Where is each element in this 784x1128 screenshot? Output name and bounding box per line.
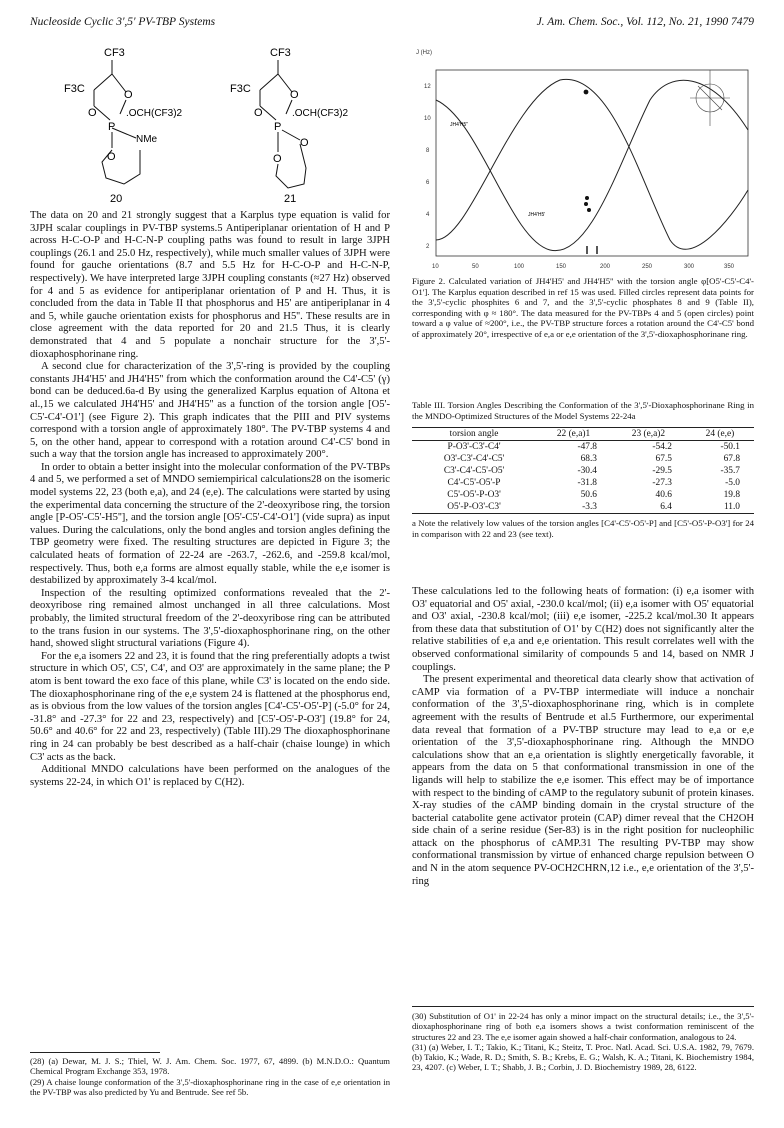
table-cell: 68.3: [580, 454, 597, 465]
figure-2: [410, 40, 754, 270]
x-tick: 150: [556, 264, 567, 270]
table-cell: -5.0: [725, 478, 740, 489]
paragraph: A second clue for characterization of the 3',5'-ring is provided by the coupling constants JH4'H5' and JH4'H5'' from which the conformation around the C4'-C5' (γ) bond can be deduced.6a-d By using the generalized Karplus equation of Altona et al.,15 we calculated JH4'H5' and JH4'H5'' as a function of the torsion angle [O5'-C5'-C4'-O1'] (see Figure 2). This graph indicates that the PIII and PIV systems correspond with a torsion angle of approximately 180°. The PV-TBP systems 4 and 5, on the other hand, appear to correspond with a rotation around C4'-C5' bond in such a way that the torsion angle has increased to approximately 200°.: [30, 361, 390, 461]
table-cell: -31.8: [577, 478, 597, 489]
right-footnotes: [412, 1006, 754, 1073]
x-tick: 300: [684, 264, 695, 270]
x-tick: 100: [514, 264, 525, 270]
f3c-text-20: F3C: [64, 83, 85, 95]
table-cell: 19.8: [723, 490, 740, 501]
ring-o-20: O: [124, 89, 133, 101]
footnote-31: (31) (a) Weber, I. T.; Takio, K.; Titani, K.; Steitz, T. Proc. Natl. Acad. Sci. U.S.A. 1982, 79, 7679. (b) Takio, K.; Wade, R. D.; Smith, S. B.; Krebs, E. G.; Walsh, K. A.; Titani, K. Biochemistry 1984, 23, 4207. (c) Weber, I. T.; Shabb, J. B.; Corbin, J. D. Biochemistry 1989, 28, 6122.: [412, 1041, 754, 1073]
table-cell: O3'-C3'-C4'-C5': [443, 454, 505, 465]
o-left-20: O: [88, 107, 97, 119]
cf3-text-21: CF3: [270, 47, 291, 59]
y-tick: 10: [424, 116, 431, 122]
och-text-21: .OCH(CF3)2: [292, 108, 349, 119]
table-cell: -35.7: [720, 466, 740, 477]
footnote-29: (29) A chaise lounge conformation of the 3',5'-dioxaphosphorinane ring in the case of e,e orientation in the PV-TBP was also predicted by Yu and Bentrude. See ref 5b.: [30, 1076, 390, 1097]
curve-h5pp: [436, 80, 748, 250]
curve-label: JH4'H5': [528, 212, 546, 218]
table-cell: O5'-P-O3'-C3': [447, 502, 501, 513]
right-column-body: [412, 586, 754, 888]
running-header-right: J. Am. Chem. Soc., Vol. 112, No. 21, 1990 7479: [536, 16, 754, 28]
footnote-rule: [412, 1006, 754, 1007]
table-cell: C5'-O5'-P-O3': [447, 490, 501, 501]
column-header: 24 (e,e): [686, 428, 754, 441]
paragraph: For the e,a isomers 22 and 23, it is found that the ring preferentially adopts a twist structure in which O5', C5', C4', and O3' are approximately in the same plane; the P atom is bent toward the exo face of this plane, while C3' is located on the endo side. The dioxaphosphorinane ring of the e,e system 24 is flattened at the phosphorus end, as is obvious from the low values of the torsion angles [C4'-C5'-O5'-P] (-5.0° for 24, -31.8° and -27.3° for 22 and 23, respectively) and [C5'-O5'-P-O3'] (19.8° for 24, 50.6° and 40.6° for 22 and 23, respectively) (Table III).29 The dioxaphosphorinane ring in 24 can probably be best described as a half-chair (chaise lounge) in which C3' acts as the back.: [30, 650, 390, 763]
f3c-text-21: F3C: [230, 83, 251, 95]
structure-21-drawing: [216, 40, 396, 205]
column-header: 22 (e,a)1: [536, 428, 611, 441]
y-axis-label: J (Hz): [416, 50, 432, 56]
footnote-rule: [30, 1052, 160, 1053]
y-tick: 12: [424, 84, 431, 90]
o-right-21: O: [300, 137, 309, 149]
table-header-row: [412, 428, 754, 441]
table-3-footnote: a Note the relatively low values of the torsion angles [C4'-C5'-O5'-P] and [C5'-O5'-P-O3'] for 24 in comparison with 22 and 23 (see text).: [412, 518, 754, 539]
x-tick: 10: [432, 264, 439, 270]
table-3-caption: Table III. Torsion Angles Describing the Conformation of the 3',5'-Dioxaphosphorinane Ring in the MNDO-Optimized Structures of the Model Systems 22-24a: [412, 400, 754, 421]
table-row: [412, 441, 754, 454]
y-tick: 8: [426, 148, 430, 154]
table-cell: 6.4: [660, 502, 672, 513]
data-point-filled: [584, 202, 588, 206]
paragraph: The data on 20 and 21 strongly suggest that a Karplus type equation is valid for 3JPH scalar couplings in PV-TBP systems.5 Antiperiplanar orientation of H and P across H-C-O-P and H-C-N-P coupling paths was found to result in large 3JPH couplings (26.1 and 25.0 Hz, respectively), while much smaller values of 3JPH were found for gauche orientations (8.7 and 5.5 Hz for H-C-O-P and H-C-N-P, respectively). We have interpreted large 3JPH coupling constants (≈27 Hz) observed for 4 and 5 as evidence for antiperiplanar orientation of P and H. Thus, it is concluded from the data in Table II that phosphorus and H5' are antiperiplanar in 4 and 5, while gauche orientation exists for phosphorus and H5''. These results are in close agreement with the data reported for 20 and 21.5 Thus, it is clearly demonstrated that 4 and 5 populate a nonchair structure for the 3',5'-dioxaphosphorinane ring.: [30, 210, 390, 360]
paragraph: These calculations led to the following heats of formation: (i) e,a isomer with O3' equatorial and O5' axial, -230.0 kcal/mol; (ii) e,a isomer with O5' equatorial and O3' axial, -230.8 kcal/mol; (iii) e,e isomer, -225.2 kcal/mol.30 It appears from these data that substitution of O1' by C(H2) does not significantly alter the relative stabilities of e,a and e,e orientation. This result correlates well with the observed conformational similarity of compounds 5 and 14, based on NMR J couplings.: [412, 586, 754, 673]
x-tick: 250: [642, 264, 653, 270]
table-cell: 11.0: [723, 502, 740, 513]
table-cell: -30.4: [577, 466, 597, 477]
ring-o-21: O: [290, 89, 299, 101]
column-header: torsion angle: [412, 428, 536, 441]
o-lower-21: O: [273, 153, 282, 165]
table-row: [412, 477, 754, 489]
table-cell: 67.8: [723, 454, 740, 465]
table-cell: 40.6: [655, 490, 672, 501]
paragraph: In order to obtain a better insight into the molecular conformation of the PV-TBPs 4 and 5, we performed a set of MNDO semiempirical calculations28 on the isomeric model systems 22, 23 (both e,a), and 24 (e,e). The calculations were started by using the experimental data concerning the structure of the 2'-deoxyribose ring, the torsion angle [P-O5'-C5'-H5''], and the torsion angle [O5'-C5'-C4'-O1'] (vide supra) as input values. During the calculations, only the bond angles and torsion angles defining the TBP geometry were fixed. The resulting structures are depicted in Figure 3; the calculated heats of formation of 22-24 are -263.7, -262.6, and -259.8 kcal/mol, respectively. Thus, both e,a forms are almost equally stable, while the e,e isomer is destabilized by approximately 3-4 kcal/mol.: [30, 461, 390, 587]
p-atom-20: P: [108, 121, 116, 133]
o-left-21: O: [254, 107, 263, 119]
data-point-filled: [585, 196, 589, 200]
curve-label: JH4'H5'': [450, 122, 469, 128]
label-21: 21: [284, 193, 297, 205]
table-row: [412, 453, 754, 465]
y-tick: 6: [426, 180, 430, 186]
inset-sketch: [690, 70, 730, 126]
footnote-28: (28) (a) Dewar, M. J. S.; Thiel, W. J. Am. Chem. Soc. 1977, 67, 4899. (b) M.N.D.O.: Quantum Chemical Program Exchange 353, 1978.: [30, 1056, 390, 1077]
structure-21: [216, 40, 396, 205]
table-cell: -47.8: [577, 442, 597, 453]
table-cell: C3'-C4'-C5'-O5': [443, 466, 505, 477]
x-tick: 50: [472, 264, 479, 270]
table-row: [412, 465, 754, 477]
label-20: 20: [110, 193, 123, 205]
table-cell: -3.3: [582, 502, 597, 513]
o-lower-20: O: [107, 151, 116, 163]
running-header-left: Nucleoside Cyclic 3',5' PV-TBP Systems: [30, 16, 216, 28]
och-text-20: .OCH(CF3)2: [126, 108, 183, 119]
nme-text-20: NMe: [136, 134, 158, 145]
data-point-filled: [587, 208, 591, 212]
table-3-block: [412, 400, 754, 539]
cf3-text-20: CF3: [104, 47, 125, 59]
footnote-30: (30) Substitution of O1' in 22-24 has only a minor impact on the structural details; i.e., the 3',5'-dioxaphosphorinane ring of both e,a isomers shows a twist conformation reminiscent of the structures 22 and 23. The e,e isomer again showed a half-chair conformation, analogous to 24.: [412, 1011, 754, 1042]
left-footnotes: [30, 1052, 390, 1097]
figure-2-plot: [410, 40, 754, 270]
p-atom-21: P: [274, 121, 282, 133]
y-tick: 4: [426, 212, 430, 218]
paragraph: Additional MNDO calculations have been performed on the analogues of the systems 22-24, in which O1' is replaced by C(H2).: [30, 764, 390, 788]
structure-20-drawing: [40, 40, 220, 205]
table-cell: C4'-C5'-O5'-P: [447, 478, 501, 489]
data-point-filled: [584, 90, 589, 95]
figure-2-caption: Figure 2. Calculated variation of JH4'H5' and JH4'H5'' with the torsion angle φ[O5'-C5'-C4'-O1']. The Karplus equation described in ref 15 was used. Filled circles represent data points for the 3',5'-cyclic phosphites 6 and 7, and the 3',5'-cyclic phosphates 8 and 9 (Table II), corresponding with φ ≈ 180°. The data measured for the PV-TBPs 4 and 5 (open circles) point toward a φ value of ≈200°, i.e., the PV-TBP structure forces a rotation around the C4'-C5' bond of approximately 20°, irrespective of e,a or e,e orientation of the 3',5'-dioxaphosphorinane ring.: [412, 276, 754, 339]
curve-h5p: [436, 79, 748, 249]
table-cell: -27.3: [652, 478, 672, 489]
table-row: [412, 501, 754, 514]
x-tick: 200: [600, 264, 611, 270]
table-cell: -29.5: [652, 466, 672, 477]
x-tick: 350: [724, 264, 735, 270]
paragraph: The present experimental and theoretical data clearly show that activation of cAMP via formation of a PV-TBP intermediate will induce a nonchair conformation of the 3',5'-dioxaphosphorinane ring, which is in complete agreement with the results of Bentrude et al.5 Furthermore, our experimental data reveal that formation of a PV-TBP structure may lead to e,a or e,e orientation of the 3',5'-dioxaphosphorinane ring. Although the MNDO calculations show that an e,a orientation is slightly energetically favorable, it appears from the data on 5 that conformational transmission in one of the ligands will help to stabilize the e,e isomer. This effect may be of importance with respect to the binding of cAMP to the regulatory subunit of protein kinases. X-ray studies of the cAMP binding domain in the crystal structure of the bacterial catabolite gene activator protein (CAP) dimer reveal that the CH2OH side chain of a serine residue (Ser-83) is in the right position for nucleophilic attack on the phosphorus of cAMP.31 The resulting PV-TBP may show conformational transmission by virtue of enhanced charge repulsion between O and N in the atom sequence PV-OCH2CHRN,12 i.e., e,e orientation of the 3',5'-ring: [412, 674, 754, 887]
paragraph: Inspection of the resulting optimized conformations revealed that the 2'-deoxyribose ring remained almost unchanged in all three calculations. Most probably, the limited structural freedom of the 2'-deoxyribose ring can be attributed to the trans fusion in our systems. The 3',5'-dioxaphosphorinane ring, on the other hand, showed slight structural variations (Figure 4).: [30, 587, 390, 650]
table-cell: -54.2: [652, 442, 672, 453]
column-header: 23 (e,a)2: [611, 428, 686, 441]
table-cell: 50.6: [580, 490, 597, 501]
table-cell: -50.1: [720, 442, 740, 453]
table-cell: P-O3'-C3'-C4': [447, 442, 501, 453]
y-tick: 2: [426, 244, 430, 250]
table-cell: 67.5: [655, 454, 672, 465]
table-row: [412, 489, 754, 501]
table-3: [412, 427, 754, 514]
structure-20: [40, 40, 220, 205]
left-column-body: [30, 210, 390, 789]
